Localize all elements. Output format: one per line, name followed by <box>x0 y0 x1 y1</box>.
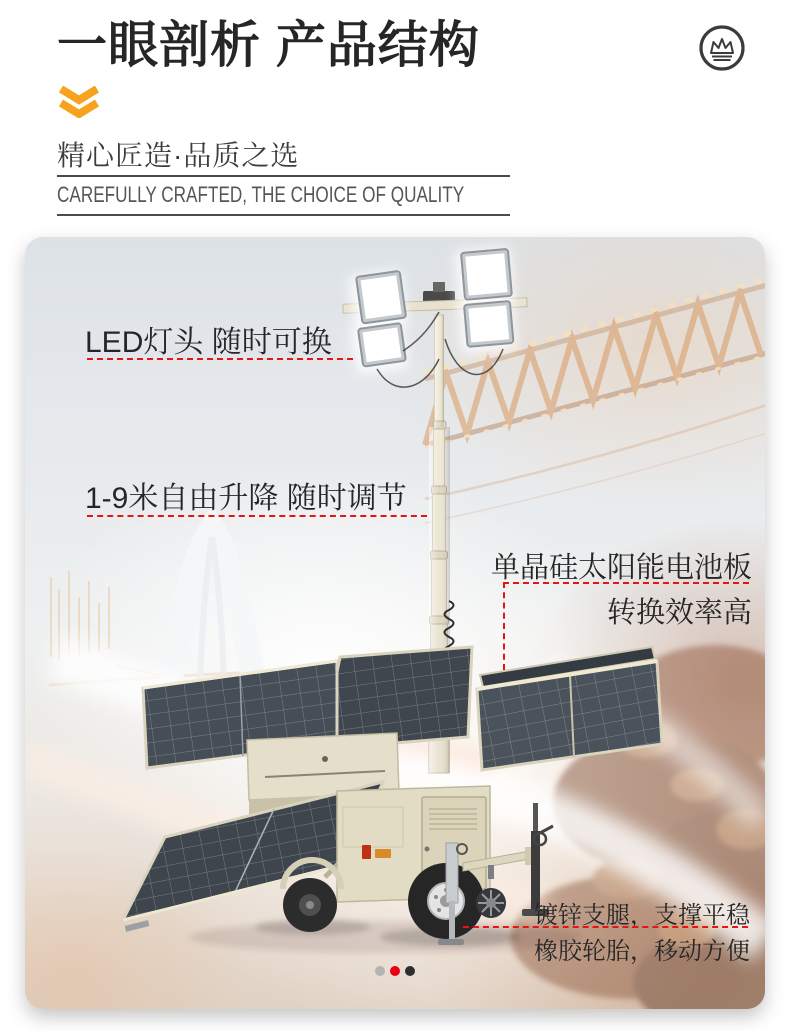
leader-line-solar-horizontal <box>503 582 749 584</box>
left-wheel <box>283 878 337 932</box>
leader-line-solar-vertical <box>503 582 505 670</box>
annotation-lamp-label: LED灯头 随时可换 <box>85 326 332 359</box>
annotation-solar-line2: 转换效率高 <box>606 597 752 629</box>
annotation-mast-label: 1-9米自由升降 随时调节 <box>85 482 407 515</box>
leader-line-mast <box>87 515 427 517</box>
page-title: 一眼剖析 产品结构 <box>57 17 480 73</box>
annotation-solar-line1: 单晶硅太阳能电池板 <box>490 552 752 584</box>
crown-icon <box>696 22 748 74</box>
carousel-dot-3[interactable] <box>405 966 415 976</box>
annotation-support-label <box>534 899 750 968</box>
leader-line-lamp <box>87 358 353 360</box>
product-figure-card <box>25 237 765 1009</box>
tagline-chinese: 精心匠造·品质之选 <box>57 140 300 171</box>
annotation-support-line2: 橡胶轮胎，移动方便 <box>534 938 750 965</box>
divider-bottom <box>57 214 510 216</box>
double-chevron-down-icon <box>57 86 101 118</box>
carousel-dot-2[interactable] <box>390 966 400 976</box>
tagline-english: CAREFULLY CRAFTED, THE CHOICE OF QUALITY <box>57 182 465 207</box>
red-marker-light <box>362 845 371 859</box>
carousel-dot-1[interactable] <box>375 966 385 976</box>
annotation-support-line1: 镀锌支腿，支撑平稳 <box>534 902 750 929</box>
divider-top <box>57 175 510 177</box>
carousel-indicator <box>375 966 415 976</box>
annotation-solar-label <box>491 546 752 636</box>
leader-line-support <box>463 926 748 928</box>
amber-marker-light <box>375 849 391 858</box>
